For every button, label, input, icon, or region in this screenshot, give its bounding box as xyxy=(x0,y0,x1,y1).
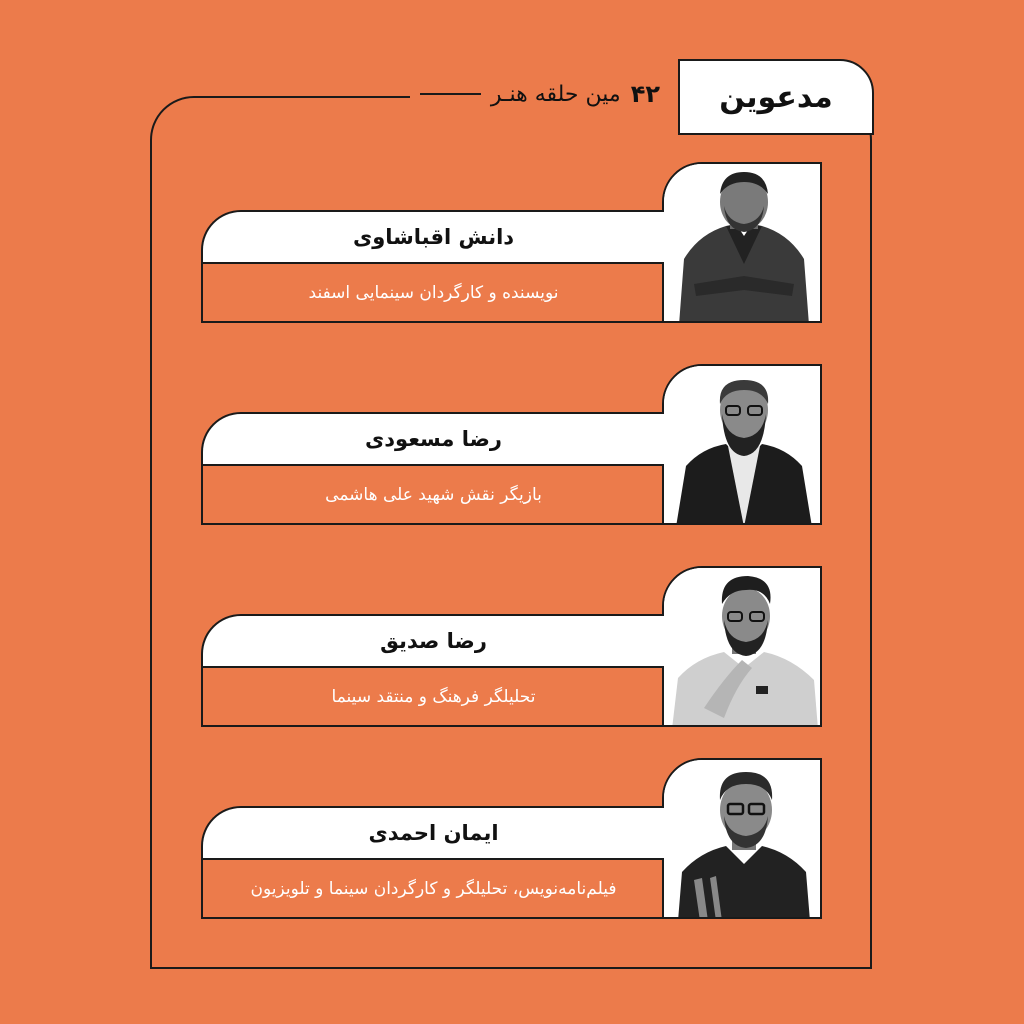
guest-role: فیلم‌نامه‌نویس، تحلیلگر و کارگردان سینما و تلویزیون xyxy=(201,858,664,919)
guest-role: نویسنده و کارگردان سینمایی اسفند xyxy=(201,262,664,323)
guest-card xyxy=(201,758,822,919)
guest-role: بازیگر نقش شهید علی هاشمی xyxy=(201,464,664,525)
edition-number: ۴۲ xyxy=(630,80,660,108)
guest-photo xyxy=(662,566,822,727)
guest-name: دانش اقباشاوی xyxy=(201,210,664,264)
title-underline xyxy=(420,93,481,95)
guest-photo xyxy=(662,162,822,323)
guest-photo xyxy=(662,364,822,525)
guest-name: ایمان احمدی xyxy=(201,806,664,860)
edition-text: مین حلقه هنـر xyxy=(490,81,621,107)
guest-name: رضا صدیق xyxy=(201,614,664,668)
guest-card xyxy=(201,566,822,727)
guest-photo xyxy=(662,758,822,919)
guest-role: تحلیلگر فرهنگ و منتقد سینما xyxy=(201,666,664,727)
guest-card xyxy=(201,162,822,323)
guest-name: رضا مسعودی xyxy=(201,412,664,466)
edition-title xyxy=(420,76,660,112)
guest-card xyxy=(201,364,822,525)
guests-badge: مدعوین xyxy=(678,59,874,135)
